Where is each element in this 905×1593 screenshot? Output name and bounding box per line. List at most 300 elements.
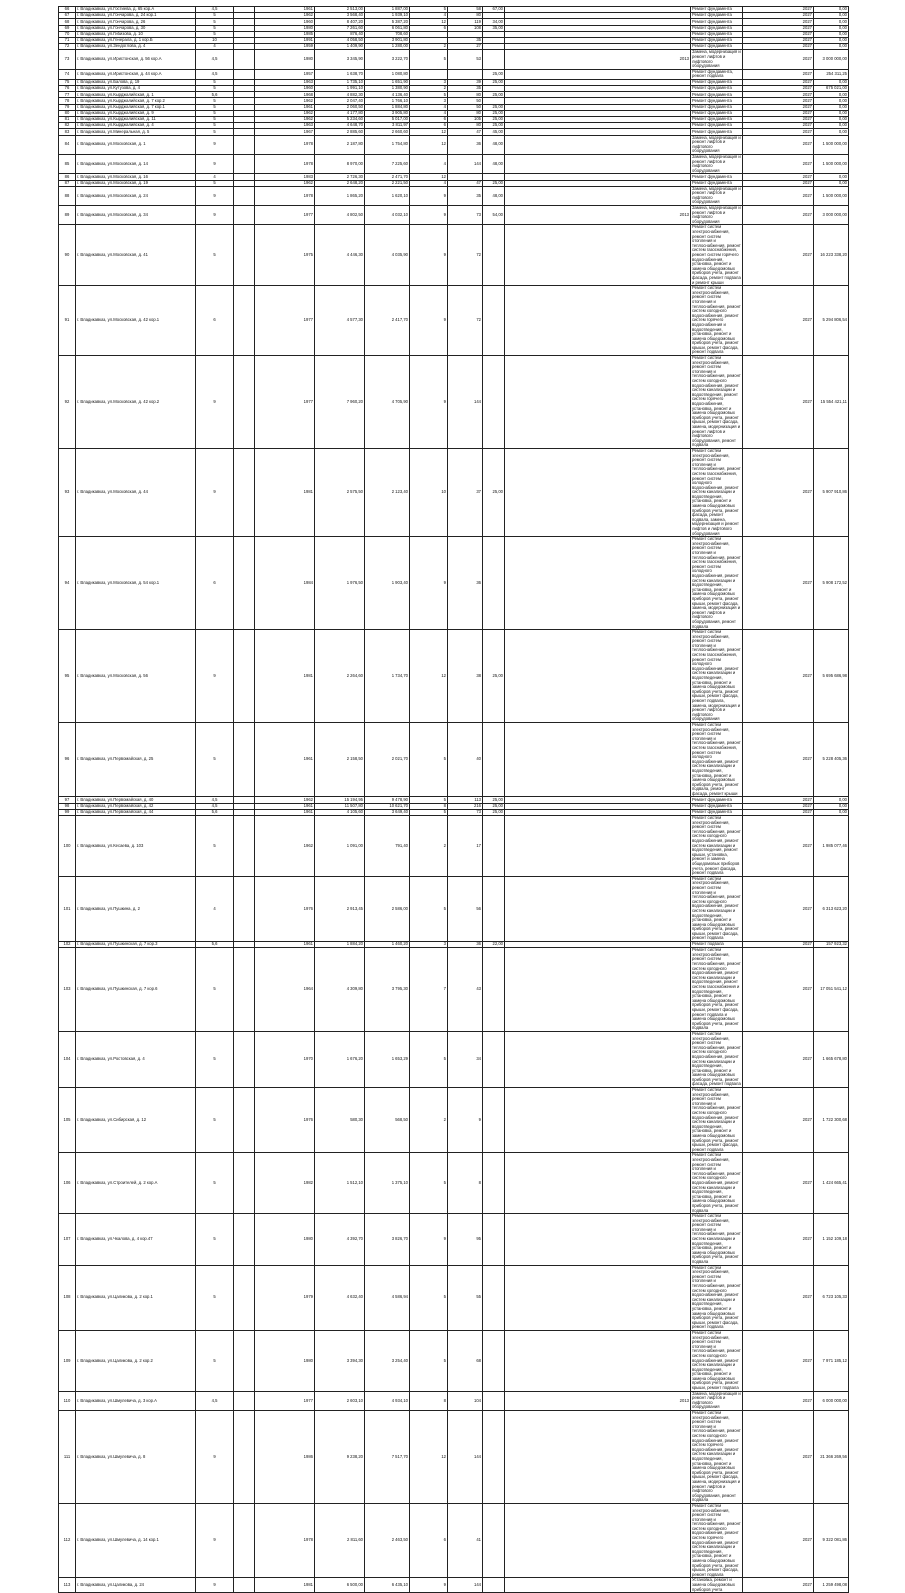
cell-living-area: 708,60 bbox=[365, 31, 410, 37]
cell-cost: 254 311,25 bbox=[814, 69, 849, 79]
cell-address: г. Владикавказ, ул.Первомайская, д. 44 bbox=[76, 809, 196, 815]
cell-cost: 0,00 bbox=[814, 803, 849, 809]
cell-address: г. Владикавказ, ул.Кырджалийская, д. 9 bbox=[76, 110, 196, 116]
cell-address: г. Владикавказ, ул.Ростовская, д. 4 bbox=[76, 1031, 196, 1087]
cell-work-type: Ремонт систем электроснабжения, ремонт систем отопления и теплоснабжения, ремонт систем холодного водоснабжения, ремонт систем канализации и водоотведения, установка, ремонт и замена общедомовых приборов учета, ремонт крыши, ремонт подвала bbox=[692, 1329, 741, 1391]
cell-total-area: 1 865,20 bbox=[315, 186, 365, 205]
cell-cost: 5 908 172,52 bbox=[814, 537, 849, 630]
cell-address: г. Владикавказ, ул.Кутузова, д. 4 bbox=[76, 86, 196, 92]
cell-row-number: 90 bbox=[59, 225, 76, 286]
cell-wear-percent bbox=[483, 1031, 505, 1087]
cell-year-built: 1962 bbox=[255, 98, 315, 104]
cell-living-area: 3 795,30 bbox=[365, 948, 410, 1032]
cell-residents: 47 bbox=[448, 180, 483, 186]
cell-residents: 108 bbox=[448, 25, 483, 31]
cell-living-area: 6 435,10 bbox=[365, 1578, 410, 1593]
cell-work-type: Замена, модернизация и ремонт лифтов и лифтового оборудования bbox=[692, 205, 741, 224]
cell-entrances: 9 bbox=[410, 286, 448, 356]
cell-address: г. Владикавказ, ул.Московская, д. 41 bbox=[76, 225, 196, 286]
cell-residents: 80 bbox=[448, 123, 483, 129]
table-row bbox=[59, 1214, 849, 1266]
cell-row-number: 111 bbox=[59, 1411, 76, 1504]
cell-floors: 5 bbox=[196, 31, 234, 37]
cell-living-area: 4 136,40 bbox=[365, 92, 410, 98]
cell-floors: 9 bbox=[196, 630, 234, 723]
table-row bbox=[59, 1578, 849, 1593]
cell-living-area: 3 826,70 bbox=[365, 1214, 410, 1266]
table-row bbox=[59, 1391, 849, 1410]
cell-planned-year: 2027 bbox=[743, 110, 814, 116]
cell-floors: 9 bbox=[196, 154, 234, 173]
cell-residents: 73 bbox=[448, 206, 483, 225]
cell-cost: 6 000 000,00 bbox=[814, 1391, 849, 1410]
cell-living-area: 3 905,80 bbox=[365, 110, 410, 116]
cell-wear-percent: 25,00 bbox=[483, 448, 505, 536]
cell-total-area: 2 811,60 bbox=[315, 1503, 365, 1578]
cell-living-area: 1 460,20 bbox=[365, 942, 410, 948]
cell-row-number: 109 bbox=[59, 1330, 76, 1391]
cell-wear-percent: 25,00 bbox=[483, 79, 505, 85]
cell-residents: 8 bbox=[448, 1153, 483, 1214]
cell-wear-percent bbox=[483, 876, 505, 941]
cell-row-number: 78 bbox=[59, 98, 76, 104]
cell-work-type: Замена, модернизация и ремонт лифтов и лифтового оборудования bbox=[692, 185, 741, 205]
cell-year-built: 1978 bbox=[255, 154, 315, 173]
cell-total-area: 2 158,50 bbox=[315, 722, 365, 797]
cell-wear-percent bbox=[483, 286, 505, 356]
cell-row-number: 110 bbox=[59, 1391, 76, 1410]
cell-living-area: 2 586,00 bbox=[365, 876, 410, 941]
table-row bbox=[59, 206, 849, 225]
cell-floors: 5 bbox=[196, 104, 234, 110]
cell-residents: 38 bbox=[448, 630, 483, 723]
cell-work-type: Ремонт фундамента bbox=[691, 37, 743, 43]
cell-wear-percent bbox=[483, 1330, 505, 1391]
cell-entrances: 4 bbox=[410, 180, 448, 186]
cell-planned-year: 2027 bbox=[743, 135, 814, 154]
cell-residents: 36 bbox=[448, 135, 483, 154]
cell-living-area: 5 017,00 bbox=[365, 117, 410, 123]
cell-address: г. Владикавказ, ул.Генерала, д. 1 кор.Б bbox=[76, 37, 196, 43]
cell-entrances: 5 bbox=[410, 722, 448, 797]
cell-wear-percent bbox=[483, 1088, 505, 1153]
cell-total-area: 1 991,10 bbox=[315, 86, 365, 92]
cell-entrances: 9 bbox=[410, 1214, 448, 1266]
cell-year-built: 1978 bbox=[255, 186, 315, 205]
cell-total-area: 1 735,10 bbox=[315, 79, 365, 85]
cell-total-area: 4 177,80 bbox=[315, 110, 365, 116]
table-body bbox=[59, 7, 849, 1593]
cell-wear-percent bbox=[483, 816, 505, 877]
cell-total-area: 7 261,60 bbox=[315, 25, 365, 31]
cell-entrances: 5 bbox=[410, 92, 448, 98]
cell-planned-year: 2027 bbox=[743, 1330, 814, 1391]
cell-cost: 0,00 bbox=[814, 809, 849, 815]
cell-residents bbox=[448, 69, 483, 79]
cell-prior-repair-year bbox=[505, 1411, 691, 1504]
cell-year-built: 1981 bbox=[255, 630, 315, 723]
cell-planned-year: 2027 bbox=[743, 31, 814, 37]
cell-planned-year: 2027 bbox=[743, 1214, 814, 1266]
cell-row-number: 85 bbox=[59, 154, 76, 173]
cell-row-number: 92 bbox=[59, 356, 76, 449]
cell-residents: 50 bbox=[448, 98, 483, 104]
cell-cost: 0,00 bbox=[814, 92, 849, 98]
cell-wear-percent bbox=[483, 225, 505, 286]
cell-row-number: 112 bbox=[59, 1503, 76, 1578]
cell-year-built: 1959 bbox=[255, 44, 315, 50]
cell-address: г. Владикавказ, ул.Кесаева, д. 103 bbox=[76, 816, 196, 877]
cell-row-number: 105 bbox=[59, 1088, 76, 1153]
cell-floors: 5 bbox=[196, 225, 234, 286]
cell-row-number: 86 bbox=[59, 174, 76, 180]
cell-wear-percent: 25,00 bbox=[483, 803, 505, 809]
cell-residents: 36 bbox=[448, 942, 483, 948]
cell-total-area: 15 194,95 bbox=[315, 797, 365, 803]
cell-cost: 5 907 910,86 bbox=[814, 448, 849, 536]
cell-col-empty bbox=[234, 356, 255, 449]
cell-planned-year: 2027 bbox=[743, 129, 814, 135]
cell-row-number: 79 bbox=[59, 104, 76, 110]
cell-residents: 47 bbox=[448, 129, 483, 135]
cell-prior-repair-year bbox=[505, 1265, 691, 1330]
cell-col-empty bbox=[234, 1503, 255, 1578]
cell-total-area: 4 882,30 bbox=[315, 92, 365, 98]
cell-floors: 6 bbox=[196, 286, 234, 356]
cell-entrances: 4 bbox=[410, 104, 448, 110]
cell-floors: 4,5 bbox=[196, 803, 234, 809]
table-row bbox=[59, 1265, 849, 1330]
cell-total-area: 2 575,50 bbox=[315, 448, 365, 536]
cell-floors: 5 bbox=[196, 98, 234, 104]
cell-total-area: 8 970,00 bbox=[315, 154, 365, 173]
cell-living-area: 9 478,90 bbox=[365, 797, 410, 803]
cell-cost: 1 424 665,41 bbox=[814, 1153, 849, 1214]
cell-prior-repair-year bbox=[505, 1503, 691, 1578]
cell-cost: 1 259 498,08 bbox=[814, 1578, 849, 1593]
cell-floors: 5 bbox=[196, 25, 234, 31]
cell-total-area: 1 884,20 bbox=[315, 942, 365, 948]
cell-total-area: 2 726,30 bbox=[315, 174, 365, 180]
cell-planned-year: 2027 bbox=[743, 7, 814, 13]
cell-floors: 9 bbox=[196, 1503, 234, 1578]
cell-living-area: 4 934,10 bbox=[365, 1391, 410, 1410]
cell-residents: 39 bbox=[448, 79, 483, 85]
cell-row-number: 102 bbox=[59, 942, 76, 948]
cell-prior-repair-year bbox=[505, 537, 691, 630]
cell-cost: 5 294 806,54 bbox=[814, 286, 849, 356]
cell-residents: 80 bbox=[448, 13, 483, 19]
cell-floors: 4,5 bbox=[196, 7, 234, 13]
cell-wear-percent: 25,00 bbox=[483, 180, 505, 186]
cell-col-empty bbox=[234, 1578, 255, 1593]
cell-row-number: 71 bbox=[59, 37, 76, 43]
cell-residents: 73 bbox=[448, 809, 483, 815]
cell-total-area: 2 264,60 bbox=[315, 630, 365, 723]
cell-address: г. Владикавказ, ул.Пушкинская, д. 7 кор.6 bbox=[76, 948, 196, 1032]
cell-living-area: 1 080,80 bbox=[365, 69, 410, 79]
cell-wear-percent: 25,00 bbox=[483, 117, 505, 123]
cell-residents: 68 bbox=[448, 1330, 483, 1391]
cell-row-number: 97 bbox=[59, 797, 76, 803]
cell-work-type: Замена, модернизация и ремонт лифтов и лифтового оборудования bbox=[692, 1390, 741, 1410]
cell-year-built: 1960 bbox=[255, 19, 315, 25]
cell-work-type: Ремонт фундамента bbox=[691, 129, 743, 135]
cell-residents: 72 bbox=[448, 225, 483, 286]
cell-prior-repair-year bbox=[505, 948, 691, 1032]
cell-work-type: Ремонт систем электроснабжения, ремонт систем теплоснабжения, ремонт систем холодного водоснабжения, ремонт систем канализации и водоотведения, ремонт крыши, установка, ремонт и замена общедомовых приборов учета, ремонт фасада, ремонт подвала bbox=[692, 815, 741, 876]
cell-col-empty bbox=[234, 448, 255, 536]
cell-wear-percent: 25,00 bbox=[483, 809, 505, 815]
cell-entrances: 5 bbox=[410, 1031, 448, 1087]
cell-wear-percent: 54,00 bbox=[483, 206, 505, 225]
cell-residents: 17 bbox=[448, 816, 483, 877]
cell-work-type: Ремонт систем электроснабжения, ремонт систем отопления и теплоснабжения, ремонт систем холодного водоснабжения, ремонт систем канализации и водоотведения, установка, ремонт и замена общедомовых приборов учета, ремонт подвала bbox=[692, 1152, 741, 1213]
cell-entrances: 3 bbox=[410, 98, 448, 104]
cell-wear-percent: 25,00 bbox=[483, 123, 505, 129]
cell-living-area: 1 766,10 bbox=[365, 98, 410, 104]
cell-floors: 4,5 bbox=[196, 50, 234, 69]
cell-entrances: 5 bbox=[410, 50, 448, 69]
cell-address: г. Владикавказ, ул.Первомайская, д. 42 bbox=[76, 803, 196, 809]
cell-wear-percent bbox=[483, 1391, 505, 1410]
cell-total-area: 11 507,80 bbox=[315, 803, 365, 809]
cell-planned-year: 2027 bbox=[743, 1153, 814, 1214]
cell-wear-percent bbox=[483, 356, 505, 449]
cell-total-area: 2 885,60 bbox=[315, 129, 365, 135]
cell-living-area: 1 939,10 bbox=[365, 13, 410, 19]
cell-work-type: Ремонт систем электроснабжения, ремонт систем отопления и теплоснабжения, ремонт систем газоснабжения, ремонт систем холодного водоснабжения, ремонт систем канализации и водоотведения, установка, ремонт и замена общедомовых приборов учета, ремонт подвала, ремонт фасада, ремонт крыши bbox=[692, 721, 741, 796]
cell-col-empty bbox=[234, 948, 255, 1032]
cell-planned-year: 2027 bbox=[743, 1088, 814, 1153]
cell-cost: 9 322 081,86 bbox=[814, 1503, 849, 1578]
cell-floors: 9 bbox=[196, 186, 234, 205]
cell-year-built: 1983 bbox=[255, 174, 315, 180]
cell-residents: 41 bbox=[448, 1503, 483, 1578]
cell-row-number: 72 bbox=[59, 44, 76, 50]
cell-residents: 56 bbox=[448, 876, 483, 941]
cell-total-area: 876,40 bbox=[315, 31, 365, 37]
cell-floors: 5 bbox=[196, 110, 234, 116]
cell-total-area: 2 913,45 bbox=[315, 876, 365, 941]
cell-entrances: 12 bbox=[410, 1411, 448, 1504]
cell-col-empty bbox=[234, 630, 255, 723]
cell-residents: 36 bbox=[448, 537, 483, 630]
cell-entrances: 6 bbox=[410, 123, 448, 129]
cell-floors: 5 bbox=[196, 86, 234, 92]
cell-total-area: 3 345,90 bbox=[315, 50, 365, 69]
cell-planned-year: 2027 bbox=[743, 19, 814, 25]
cell-prior-repair-year bbox=[505, 286, 691, 356]
cell-living-area: 568,50 bbox=[365, 1088, 410, 1153]
cell-entrances: 3 bbox=[410, 79, 448, 85]
cell-prior-repair-year bbox=[505, 816, 691, 877]
cell-year-built: 1975 bbox=[255, 225, 315, 286]
cell-residents: 105 bbox=[448, 117, 483, 123]
cell-year-built: 1982 bbox=[255, 1153, 315, 1214]
cell-work-type: Ремонт фундамента bbox=[691, 809, 743, 815]
cell-entrances: 8 bbox=[410, 803, 448, 809]
cell-work-type: Ремонт фундамента bbox=[691, 803, 743, 809]
cell-address: г. Владикавказ, ул.Гончарова, д. 30 bbox=[76, 25, 196, 31]
cell-row-number: 103 bbox=[59, 948, 76, 1032]
cell-entrances: 9 bbox=[410, 537, 448, 630]
cell-floors: 9 bbox=[196, 448, 234, 536]
cell-cost: 0,00 bbox=[814, 44, 849, 50]
cell-col-empty bbox=[234, 537, 255, 630]
cell-cost: 0,00 bbox=[814, 797, 849, 803]
cell-wear-percent: 34,00 bbox=[483, 19, 505, 25]
cell-cost: 0,00 bbox=[814, 98, 849, 104]
cell-living-area: 791,40 bbox=[365, 816, 410, 877]
cell-work-type: Ремонт фундамента bbox=[691, 25, 743, 31]
cell-planned-year: 2027 bbox=[743, 1031, 814, 1087]
cell-residents: 35 bbox=[448, 86, 483, 92]
cell-entrances: 5 bbox=[410, 1265, 448, 1330]
cell-planned-year: 2027 bbox=[743, 225, 814, 286]
cell-cost: 1 665 678,80 bbox=[814, 1031, 849, 1087]
cell-col-empty bbox=[234, 816, 255, 877]
cell-address: г. Владикавказ, ул.Пушкина, д. 2 bbox=[76, 876, 196, 941]
cell-entrances: 6 bbox=[410, 1503, 448, 1578]
cell-living-area: 1 375,10 bbox=[365, 1153, 410, 1214]
cell-total-area: 3 568,40 bbox=[315, 13, 365, 19]
cell-floors: 5,6 bbox=[196, 92, 234, 98]
cell-cost: 1 152 109,18 bbox=[814, 1214, 849, 1266]
cell-total-area: 2 648,20 bbox=[315, 180, 365, 186]
cell-entrances: 12 bbox=[410, 630, 448, 723]
cell-cost: 7 971 185,12 bbox=[814, 1330, 849, 1391]
cell-year-built: 1961 bbox=[255, 803, 315, 809]
cell-total-area: 5 234,60 bbox=[315, 117, 365, 123]
cell-floors: 5 bbox=[196, 1330, 234, 1391]
cell-prior-repair-year bbox=[505, 154, 691, 173]
cell-planned-year: 2027 bbox=[743, 206, 814, 225]
cell-total-area: 1 091,00 bbox=[315, 816, 365, 877]
cell-cost: 1 985 077,46 bbox=[814, 816, 849, 877]
cell-prior-repair-year bbox=[505, 1214, 691, 1266]
cell-cost: 0,00 bbox=[814, 7, 849, 13]
cell-planned-year: 2027 bbox=[743, 356, 814, 449]
cell-planned-year: 2027 bbox=[743, 876, 814, 941]
cell-planned-year: 2027 bbox=[743, 154, 814, 173]
cell-residents: 27 bbox=[448, 44, 483, 50]
cell-entrances: 4 bbox=[410, 110, 448, 116]
cell-planned-year: 2027 bbox=[743, 174, 814, 180]
cell-living-area: 3 901,80 bbox=[365, 37, 410, 43]
cell-total-area: 4 577,30 bbox=[315, 286, 365, 356]
cell-floors: 4,5 bbox=[196, 69, 234, 79]
cell-prior-repair-year bbox=[505, 1031, 691, 1087]
cell-living-area: 1 280,00 bbox=[365, 44, 410, 50]
cell-planned-year: 2027 bbox=[743, 816, 814, 877]
cell-prior-repair-year bbox=[505, 876, 691, 941]
cell-living-area: 2 221,50 bbox=[365, 180, 410, 186]
cell-year-built: 1977 bbox=[255, 206, 315, 225]
cell-year-built: 1962 bbox=[255, 180, 315, 186]
table-row bbox=[59, 448, 849, 536]
cell-year-built: 1962 bbox=[255, 110, 315, 116]
cell-entrances: 9 bbox=[410, 206, 448, 225]
cell-row-number: 95 bbox=[59, 630, 76, 723]
cell-cost: 1 722 300,68 bbox=[814, 1088, 849, 1153]
cell-cost: 0,00 bbox=[814, 110, 849, 116]
cell-total-area: 1 676,20 bbox=[315, 1031, 365, 1087]
cell-planned-year: 2027 bbox=[743, 37, 814, 43]
cell-year-built: 1964 bbox=[255, 948, 315, 1032]
cell-floors: 5,6 bbox=[196, 942, 234, 948]
cell-living-area: 2 463,50 bbox=[365, 1503, 410, 1578]
cell-address: г. Владикавказ, ул.Московская, д. 34 bbox=[76, 206, 196, 225]
cell-floors: 5 bbox=[196, 180, 234, 186]
cell-residents: 58 bbox=[448, 7, 483, 13]
cell-wear-percent: 25,00 bbox=[483, 104, 505, 110]
cell-row-number: 88 bbox=[59, 186, 76, 205]
cell-address: г. Владикавказ, ул.Гончарова, д. 26 bbox=[76, 19, 196, 25]
cell-address: г. Владикавказ, ул.Гостиева, д. 65 кор.А bbox=[76, 7, 196, 13]
cell-total-area: 4 446,30 bbox=[315, 225, 365, 286]
cell-planned-year: 2027 bbox=[743, 98, 814, 104]
cell-living-area: 1 653,29 bbox=[365, 1031, 410, 1087]
cell-residents: 113 bbox=[448, 797, 483, 803]
cell-year-built: 1962 bbox=[255, 117, 315, 123]
cell-address: г. Владикавказ, ул.Шмулевича, д. 3 кор.А bbox=[76, 1391, 196, 1410]
cell-address: г. Владикавказ, ул.Шмулевича, д. 14 кор.1 bbox=[76, 1503, 196, 1578]
cell-work-type: Ремонт систем электроснабжения, ремонт систем отопления и теплоснабжения, ремонт систем газоснабжения, ремонт систем холодного водоснабжения, ремонт систем канализации и водоотведения, установка, ремонт и замена общедомовых приборов учета, ремонт крыши, ремонт фасада, замена, модернизация и ремонт лифтов и лифтового оборудования, ремонт подвала bbox=[692, 536, 741, 629]
cell-prior-repair-year bbox=[505, 1330, 691, 1391]
cell-floors: 4,5 bbox=[196, 1391, 234, 1410]
table-row bbox=[59, 286, 849, 356]
cell-total-area: 7 960,20 bbox=[315, 356, 365, 449]
cell-row-number: 81 bbox=[59, 117, 76, 123]
cell-col-empty bbox=[234, 1265, 255, 1330]
cell-row-number: 99 bbox=[59, 809, 76, 815]
cell-living-area: 1 380,90 bbox=[365, 86, 410, 92]
cell-row-number: 68 bbox=[59, 19, 76, 25]
cell-row-number: 80 bbox=[59, 110, 76, 116]
cell-living-area: 4 032,10 bbox=[365, 206, 410, 225]
cell-planned-year: 2027 bbox=[743, 286, 814, 356]
cell-row-number: 74 bbox=[59, 69, 76, 79]
cell-residents: 144 bbox=[448, 1411, 483, 1504]
cell-entrances: 6 bbox=[410, 117, 448, 123]
cell-address: г. Владикавказ, ул.Цаликова, д. 2 кор.2 bbox=[76, 1330, 196, 1391]
cell-work-type: Замена, модернизация и ремонт лифтов и лифтового оборудования bbox=[692, 153, 741, 173]
cell-year-built: 1981 bbox=[255, 1578, 315, 1593]
cell-planned-year: 2027 bbox=[743, 1265, 814, 1330]
cell-floors: 10 bbox=[196, 37, 234, 43]
cell-address: г. Владикавказ, ул.Минеральная, д. 5 bbox=[76, 129, 196, 135]
cell-total-area: 2 603,10 bbox=[315, 1391, 365, 1410]
cell-wear-percent: 25,00 bbox=[483, 630, 505, 723]
cell-work-type: Ремонт фундамента bbox=[691, 123, 743, 129]
cell-cost: 0,00 bbox=[814, 174, 849, 180]
cell-floors: 9 bbox=[196, 135, 234, 154]
cell-total-area: 1 409,90 bbox=[315, 44, 365, 50]
cell-floors: 5 bbox=[196, 79, 234, 85]
cell-year-built: 1977 bbox=[255, 286, 315, 356]
cell-entrances: 2 bbox=[410, 86, 448, 92]
cell-planned-year: 2027 bbox=[743, 86, 814, 92]
cell-planned-year: 2027 bbox=[743, 630, 814, 723]
cell-year-built: 1979 bbox=[255, 1265, 315, 1330]
cell-residents: 34 bbox=[448, 1031, 483, 1087]
cell-work-type: Установка, ремонт и замена общедомовых приборов учета bbox=[691, 1578, 743, 1593]
cell-prior-repair-year bbox=[505, 356, 691, 449]
cell-cost: 0,00 bbox=[814, 129, 849, 135]
cell-planned-year: 2027 bbox=[743, 13, 814, 19]
cell-planned-year: 2027 bbox=[743, 186, 814, 205]
